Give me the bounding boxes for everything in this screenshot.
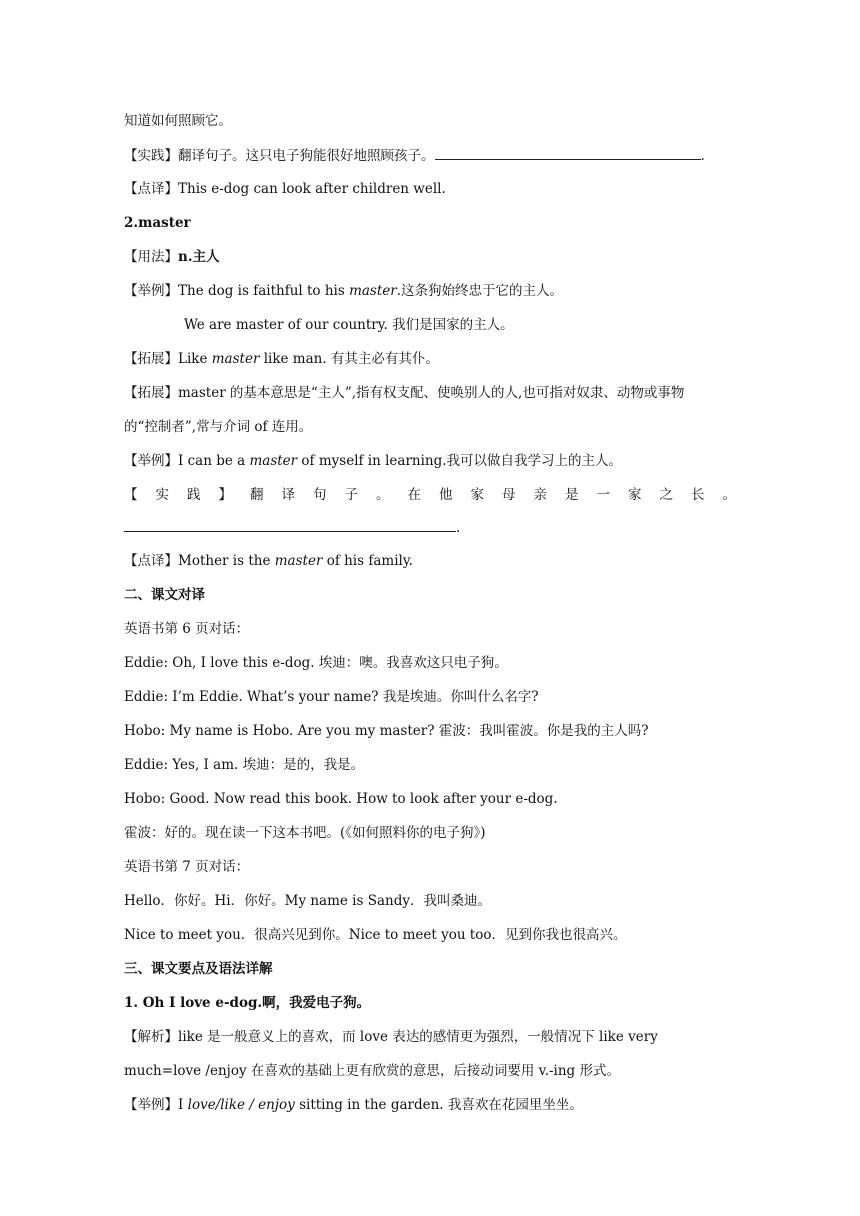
- usage-line: 【用法】n.主人: [124, 249, 220, 265]
- section-heading: 三、课文要点及语法详解: [124, 961, 273, 977]
- text-line: 知道如何照顾它。: [124, 113, 232, 129]
- answer-blank-line: .: [124, 518, 460, 537]
- dialogue-line: Hello．你好。Hi．你好。My name is Sandy．我叫桑迪。: [124, 893, 491, 909]
- example-line: 【举例】I can be a master of myself in learning.我可以做自我学习上的主人。: [124, 453, 623, 469]
- text-line: 的“控制者”,常与介词 of 连用。: [124, 419, 313, 435]
- dialogue-line: Eddie: Yes, I am. 埃迪：是的，我是。: [124, 757, 365, 773]
- analysis-line: 【解析】like 是一般意义上的喜欢，而 love 表达的感情更为强烈，一般情况下 like very: [124, 1029, 658, 1045]
- dialogue-line: Hobo: Good. Now read this book. How to look after your e-dog.: [124, 791, 558, 807]
- item-heading: 1. Oh I love e-dog.啊，我爱电子狗。: [124, 995, 371, 1011]
- practice-line-justified: 【 实 践 】 翻 译 句 子 。 在 他 家 母 亲 是 一 家 之 长 。: [124, 487, 736, 503]
- extension-line: 【拓展】Like master like man. 有其主必有其仆。: [124, 351, 439, 367]
- answer-blank: [435, 146, 701, 160]
- text-line: much=love /enjoy 在喜欢的基础上更有欣赏的意思，后接动词要用 v.-ing 形式。: [124, 1063, 620, 1079]
- answer-line: 【点译】Mother is the master of his family.: [124, 553, 413, 569]
- dialogue-line: Eddie: I’m Eddie. What’s your name? 我是埃迪。你叫什么名字?: [124, 689, 539, 705]
- text-line: 英语书第 7 页对话：: [124, 859, 250, 875]
- section-heading: 二、课文对译: [124, 587, 205, 603]
- answer-line: 【点译】This e-dog can look after children well.: [124, 181, 446, 197]
- dialogue-line: Hobo: My name is Hobo. Are you my master? 霍波：我叫霍波。你是我的主人吗?: [124, 723, 649, 739]
- extension-line: 【拓展】master 的基本意思是“主人”,指有权支配、使唤别人的人,也可指对奴隶、动物或事物: [124, 385, 685, 401]
- example-line: 【举例】The dog is faithful to his master.这条狗始终忠于它的主人。: [124, 283, 564, 299]
- dialogue-line: Nice to meet you．很高兴见到你。Nice to meet you too．见到你我也很高兴。: [124, 927, 627, 943]
- example-line: We are master of our country. 我们是国家的主人。: [184, 317, 514, 333]
- text-line: 英语书第 6 页对话：: [124, 621, 250, 637]
- dialogue-line: Eddie: Oh, I love this e-dog. 埃迪：噢。我喜欢这只电子狗。: [124, 655, 508, 671]
- practice-line: 【实践】翻译句子。这只电子狗能很好地照顾孩子。 .: [124, 148, 705, 164]
- dialogue-line: 霍波：好的。现在读一下这本书吧。(《如何照料你的电子狗》): [124, 825, 486, 841]
- example-line: 【举例】I love/like / enjoy sitting in the garden. 我喜欢在花园里坐坐。: [124, 1097, 583, 1113]
- item-heading: 2.master: [124, 215, 191, 231]
- answer-blank: [124, 518, 456, 532]
